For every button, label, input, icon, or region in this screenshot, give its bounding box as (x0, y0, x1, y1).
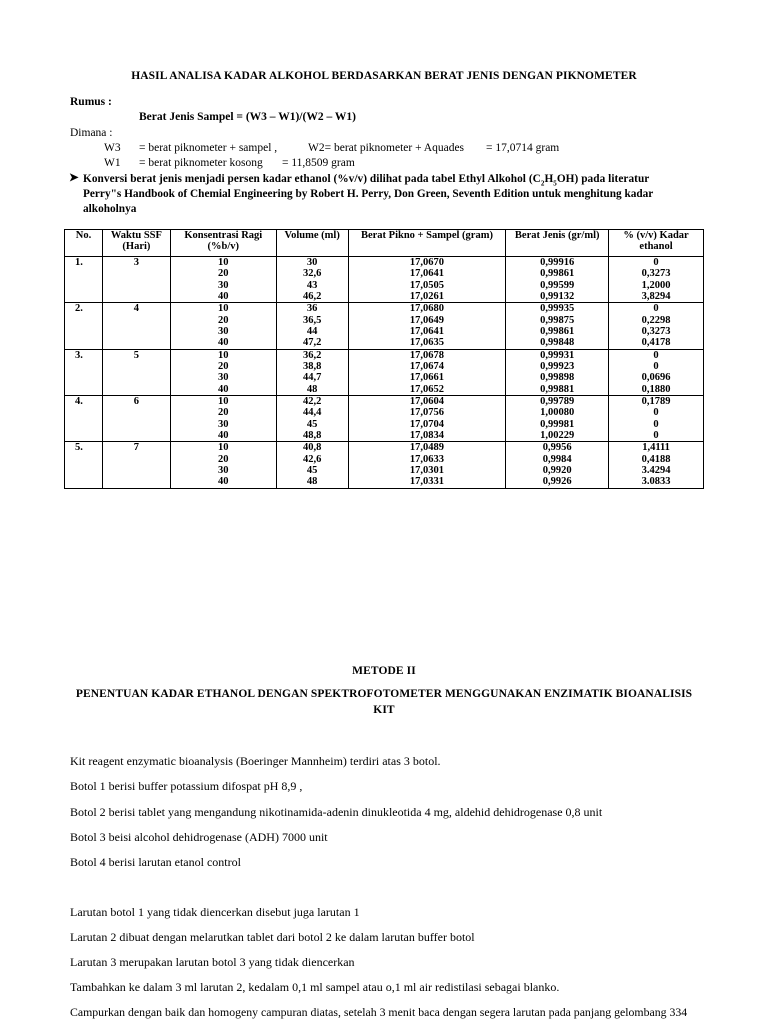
cell-value: 17,0661 (409, 372, 445, 384)
cell-value: 17,0756 (409, 407, 445, 419)
cell-value: 0,1789 (641, 395, 671, 407)
cell-value: 45 (306, 464, 318, 476)
cell-value: 17,0674 (409, 360, 445, 372)
paragraph-10: Campurkan dengan baik dan homogeny campuran diatas, setelah 3 menit baca dengan segera larutan pada panjang gelombang 334 (70, 1005, 688, 1019)
cell-value: 20 (218, 453, 229, 465)
bullet-line-1: Konversi berat jenis menjadi persen kadar ethanol (%v/v) dilihat pada tabel Ethyl Alkohol $(C_2H_5OH)$ pada literatur (83, 173, 650, 188)
cell-value: 17,0649 (409, 314, 445, 326)
cell-volume (276, 257, 348, 303)
w1-definition: = berat piknometer kosong (139, 157, 263, 169)
cell-value: 0,99132 (540, 290, 575, 302)
cell-value: 17,0261 (409, 290, 445, 302)
cell-value: 1,00080 (540, 407, 575, 419)
cell-value: 42,2 (302, 395, 322, 407)
cell-value: 44,4 (302, 407, 322, 419)
cell-ragi (170, 257, 276, 303)
paragraph-1: Kit reagent enzymatic bioanalysis (Boeringer Mannheim) terdiri atas 3 botol. (70, 754, 441, 768)
cell-value: 40 (218, 429, 229, 441)
cell-waktu: 4 (102, 303, 170, 349)
cell-value: 32,6 (302, 268, 322, 280)
formula: Berat Jenis Sampel = (W3 – W1)/(W2 – W1) (139, 111, 356, 123)
cell-value: 40 (218, 337, 229, 349)
cell-no: 1. (65, 257, 103, 303)
cell-no: 3. (65, 349, 103, 395)
cell-value: 36,2 (302, 349, 322, 361)
cell-value: 10 (218, 395, 229, 407)
cell-kadar (609, 349, 704, 395)
cell-berat (348, 442, 506, 488)
cell-berat (348, 349, 506, 395)
cell-value: 17,0489 (409, 442, 445, 454)
table-row (65, 257, 704, 303)
cell-value: 0,99789 (540, 395, 575, 407)
cell-waktu: 5 (102, 349, 170, 395)
table-header-row (65, 230, 704, 257)
paragraph-2: Botol 1 berisi buffer potassium difospat pH 8,9 , (70, 779, 303, 793)
table-row (65, 303, 704, 349)
cell-value: 0 (653, 257, 659, 268)
cell-value: 48,8 (302, 429, 322, 441)
cell-value: 42,6 (302, 453, 322, 465)
cell-volume (276, 303, 348, 349)
paragraph-4: Botol 3 beisi alcohol dehidrogenase (ADH) 7000 unit (70, 830, 328, 844)
cell-value: 0,1880 (641, 383, 671, 395)
cell-kadar (609, 442, 704, 488)
cell-value: 0,99881 (540, 383, 575, 395)
header-ragi: Konsentrasi Ragi (%b/v) (170, 230, 276, 257)
cell-value: 17,0604 (409, 395, 445, 407)
cell-value: 0,99898 (540, 372, 575, 384)
cell-value: 17,0505 (409, 279, 445, 291)
cell-value: 3.0833 (641, 476, 671, 488)
cell-value: 40,8 (302, 442, 322, 454)
results-table (64, 229, 704, 489)
cell-value: 0 (653, 360, 659, 372)
header-berat-jenis: Berat Jenis (gr/ml) (506, 230, 609, 257)
w1-value: = 11,8509 gram (282, 157, 355, 169)
cell-volume (276, 442, 348, 488)
cell-berat-jenis (506, 257, 609, 303)
cell-value: 17,0670 (409, 257, 445, 268)
w2-definition: W2= berat piknometer + Aquades (308, 142, 465, 154)
page-title: HASIL ANALISA KADAR ALKOHOL BERDASARKAN BERAT JENIS DENGAN PIKNOMETER (131, 70, 637, 82)
paragraph-7: Larutan 2 dibuat dengan melarutkan tablet dari botol 2 ke dalam larutan buffer botol (70, 930, 475, 944)
cell-value: 0,3273 (641, 268, 671, 280)
cell-value: 0 (653, 303, 659, 315)
cell-value: 30 (218, 279, 229, 291)
cell-no: 2. (65, 303, 103, 349)
cell-value: 0,4188 (641, 453, 671, 465)
metode-subtitle-line-2: KIT (373, 704, 395, 716)
rumus-label: Rumus : (70, 96, 112, 108)
cell-value: 1,4111 (642, 442, 670, 454)
cell-value: 0,9920 (542, 464, 572, 476)
cell-value: 43 (306, 279, 318, 291)
cell-value: 0,4178 (641, 337, 671, 349)
cell-waktu: 3 (102, 257, 170, 303)
paragraph-9: Tambahkan ke dalam 3 ml larutan 2, kedalam 0,1 ml sampel atau o,1 ml air redistilasi sebagai blanko. (70, 980, 560, 994)
bullet-line-2: Perry"s Handbook of Chemial Engineering by Robert H. Perry, Don Green, Seventh Edition untuk menghitung kadar (83, 188, 654, 200)
cell-value: 17,0641 (409, 268, 445, 280)
cell-value: 48 (306, 383, 318, 395)
header-no: No. (65, 230, 103, 257)
cell-volume (276, 349, 348, 395)
cell-value: 48 (306, 476, 318, 488)
table-row (65, 395, 704, 441)
cell-value: 10 (218, 303, 229, 315)
cell-berat (348, 395, 506, 441)
table-row (65, 442, 704, 488)
cell-value: 17,0641 (409, 325, 445, 337)
cell-berat (348, 257, 506, 303)
cell-value: 17,0652 (409, 383, 445, 395)
cell-value: 44 (306, 325, 318, 337)
cell-value: 20 (218, 268, 229, 280)
cell-value: 30 (218, 372, 229, 384)
table-row (65, 349, 704, 395)
cell-ragi (170, 349, 276, 395)
cell-value: 44,7 (302, 372, 322, 384)
w1-name: W1 (104, 157, 121, 169)
cell-value: 0,99923 (540, 360, 575, 372)
cell-value: 20 (218, 314, 229, 326)
cell-value: 10 (218, 442, 229, 454)
cell-berat-jenis (506, 395, 609, 441)
cell-value: 20 (218, 407, 229, 419)
paragraph-5: Botol 4 berisi larutan etanol control (70, 855, 241, 869)
paragraph-3: Botol 2 berisi tablet yang mengandung nikotinamida-adenin dinukleotida 4 mg, aldehid dehidrogenase 0,8 unit (70, 805, 603, 819)
header-waktu: Waktu SSF (Hari) (102, 230, 170, 257)
cell-value: 30 (306, 257, 318, 268)
dimana-label: Dimana : (70, 127, 113, 139)
cell-kadar (609, 395, 704, 441)
cell-kadar (609, 257, 704, 303)
cell-no: 5. (65, 442, 103, 488)
arrow-bullet-icon: ➤ (69, 172, 79, 184)
cell-value: 40 (218, 290, 229, 302)
cell-value: 46,2 (302, 290, 322, 302)
cell-value: 0,3273 (641, 325, 671, 337)
header-kadar: % (v/v) Kadar ethanol (609, 230, 704, 257)
cell-value: 17,0331 (409, 476, 445, 488)
cell-value: 0 (653, 418, 659, 430)
cell-value: 17,0834 (409, 429, 445, 441)
cell-waktu: 7 (102, 442, 170, 488)
cell-berat-jenis (506, 442, 609, 488)
w3-definition: = berat piknometer + sampel , (139, 142, 278, 154)
cell-ragi (170, 395, 276, 441)
cell-value: 0,99981 (540, 418, 575, 430)
cell-value: 36 (306, 303, 318, 315)
cell-value: 0,99861 (540, 325, 575, 337)
cell-value: 0,99599 (540, 279, 575, 291)
cell-berat (348, 303, 506, 349)
cell-value: 47,2 (302, 337, 322, 349)
cell-value: 30 (218, 464, 229, 476)
bullet-line-3: alkoholnya (83, 203, 137, 215)
paragraph-8: Larutan 3 merupakan larutan botol 3 yang tidak diencerkan (70, 955, 355, 969)
cell-value: 17,0301 (409, 464, 445, 476)
cell-value: 17,0680 (409, 303, 445, 315)
w2-value: = 17,0714 gram (486, 142, 560, 154)
cell-value: 1,2000 (641, 279, 671, 291)
cell-value: 30 (218, 325, 229, 337)
header-volume: Volume (ml) (276, 230, 348, 257)
cell-value: 3,8294 (641, 290, 671, 302)
cell-value: 0,99931 (540, 349, 575, 361)
cell-ragi (170, 303, 276, 349)
cell-value: 38,8 (302, 360, 322, 372)
cell-ragi (170, 442, 276, 488)
cell-value: 45 (306, 418, 318, 430)
header-berat: Berat Pikno + Sampel (gram) (348, 230, 506, 257)
paragraph-6: Larutan botol 1 yang tidak diencerkan disebut juga larutan 1 (70, 905, 360, 919)
cell-value: 0 (653, 429, 659, 441)
cell-value: 17,0678 (409, 349, 445, 361)
cell-value: 10 (218, 257, 229, 268)
cell-value: 0,99935 (540, 303, 575, 315)
cell-value: 0,99861 (540, 268, 575, 280)
cell-value: 40 (218, 383, 229, 395)
cell-value: 0,99848 (540, 337, 575, 349)
cell-berat-jenis (506, 303, 609, 349)
cell-value: 17,0633 (409, 453, 445, 465)
cell-value: 40 (218, 476, 229, 488)
cell-value: 10 (218, 349, 229, 361)
cell-waktu: 6 (102, 395, 170, 441)
cell-value: 17,0704 (409, 418, 445, 430)
cell-value: 0,0696 (641, 372, 671, 384)
cell-value: 3.4294 (641, 464, 671, 476)
cell-berat-jenis (506, 349, 609, 395)
cell-value: 0,99875 (540, 314, 575, 326)
cell-value: 0 (653, 407, 659, 419)
cell-value: 0,2298 (641, 314, 671, 326)
metode-heading: METODE II (352, 665, 416, 677)
cell-value: 36,5 (302, 314, 322, 326)
cell-value: 0,9984 (542, 453, 572, 465)
cell-value: 1,00229 (540, 429, 575, 441)
cell-volume (276, 395, 348, 441)
cell-value: 20 (218, 360, 229, 372)
cell-value: 0 (653, 349, 659, 361)
cell-value: 0,9956 (542, 442, 572, 454)
cell-value: 17,0635 (409, 337, 445, 349)
metode-subtitle-line-1: PENENTUAN KADAR ETHANOL DENGAN SPEKTROFOTOMETER MENGGUNAKAN ENZIMATIK BIOANALISIS (75, 688, 693, 700)
cell-value: 30 (218, 418, 229, 430)
cell-no: 4. (65, 395, 103, 441)
w3-name: W3 (104, 142, 121, 154)
cell-value: 0,9926 (542, 476, 572, 488)
cell-value: 0,99916 (540, 257, 575, 268)
cell-kadar (609, 303, 704, 349)
